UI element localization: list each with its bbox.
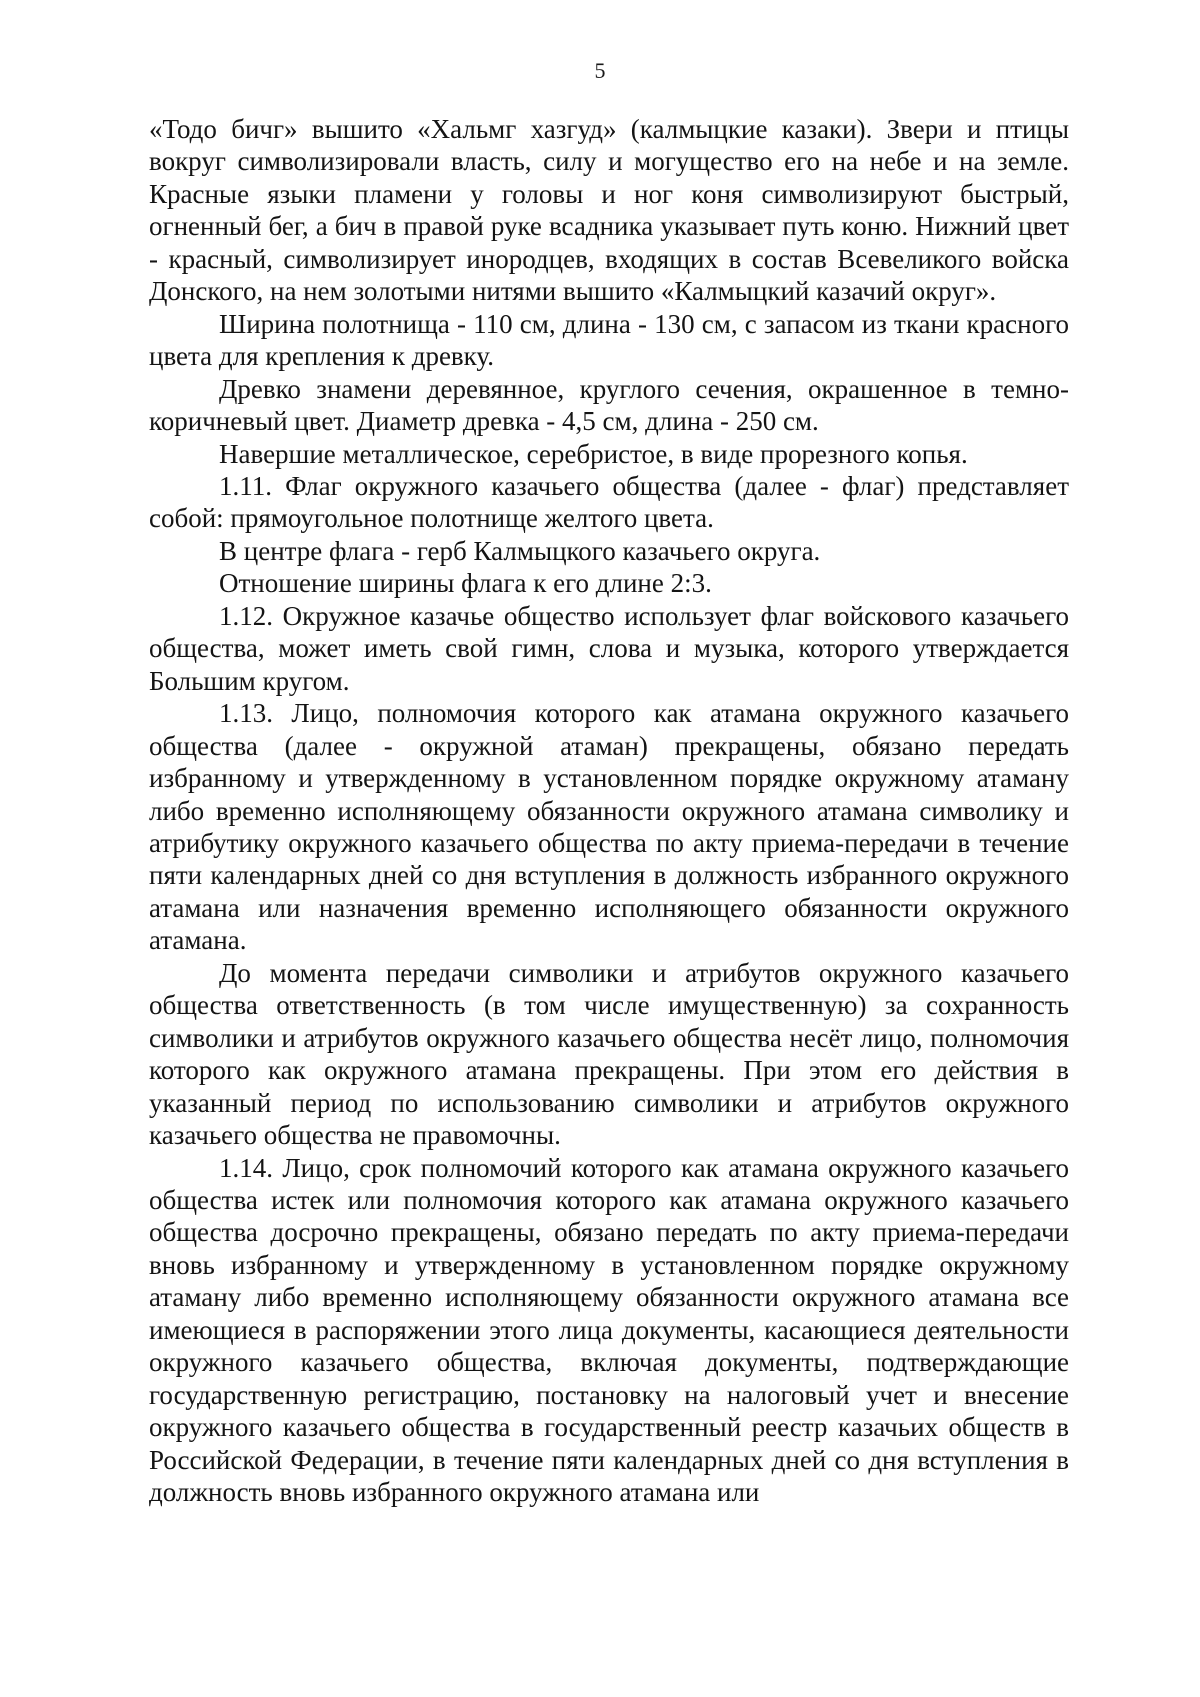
paragraph-4: Навершие металлическое, серебристое, в виде прорезного копья. (219, 438, 968, 469)
paragraph-9: 1.13. Лицо, полномочия которого как атамана окружного казачьего общества (далее - окружной атаман) прекращены, обязано передать избранному и утвержденному в установленном порядке окружному атаману либо временно исполняющему обязанности окружного атамана символику и атрибутику окружного казачьего общества по акту приема-передачи в течение пяти календарных дней со дня вступления в должность избранного окружного атамана или назначения временно исполняющего обязанности окружного атамана. (149, 698, 1069, 956)
paragraph-1: «Тодо бичг» вышито «Хальмг хазгуд» (калмыцкие казаки). Звери и птицы вокруг символизировали власть, силу и могущество его на небе и на земле. Красные языки пламени у головы и ног коня символизируют быстрый, огненный бег, а бич в правой руке всадника указывает путь коню. Нижний цвет - красный, символизирует инородцев, входящих в состав Всевеликого войска Донского, на нем золотыми нитями вышито «Калмыцкий казачий округ». (149, 114, 1069, 307)
paragraph-8: 1.12. Окружное казачье общество использует флаг войскового казачьего общества, может иметь свой гимн, слова и музыка, которого утверждается Большим кругом. (149, 600, 1069, 696)
document-body (149, 113, 1069, 1508)
paragraph-7: Отношение ширины флага к его длине 2:3. (219, 568, 712, 599)
paragraph-2: Ширина полотнища - 110 см, длина - 130 см, с запасом из ткани красного цвета для крепления к древку. (149, 308, 1069, 372)
paragraph-10: До момента передачи символики и атрибутов окружного казачьего общества ответственность (в том числе имущественную) за сохранность символики и атрибутов окружного казачьего общества несёт лицо, полномочия которого как окружного атамана прекращены. При этом его действия в указанный период по использованию символики и атрибутов окружного казачьего общества не правомочны. (149, 957, 1069, 1151)
paragraph-6: В центре флага - герб Калмыцкого казачьего округа. (219, 535, 821, 566)
paragraph-5: 1.11. Флаг окружного казачьего общества (далее - флаг) представляет собой: прямоугольное полотнище желтого цвета. (149, 470, 1069, 534)
paragraph-3: Древко знамени деревянное, круглого сечения, окрашенное в темно-коричневый цвет. Диаметр древка - 4,5 см, длина - 250 см. (149, 373, 1069, 437)
paragraph-11: 1.14. Лицо, срок полномочий которого как атамана окружного казачьего общества истек или полномочия которого как атамана окружного казачьего общества досрочно прекращены, обязано передать по акту приема-передачи вновь избранному и утвержденному в установленном порядке окружному атаману либо временно исполняющему обязанности окружного атамана все имеющиеся в распоряжении этого лица документы, касающиеся деятельности окружного казачьего общества, включая документы, подтверждающие государственную регистрацию, постановку на налоговый учет и внесение окружного казачьего общества в государственный реестр казачьих обществ в Российской Федерации, в течение пяти календарных дней со дня вступления в должность вновь избранного окружного атамана или (149, 1152, 1069, 1508)
page-number: 5 (594, 58, 606, 83)
